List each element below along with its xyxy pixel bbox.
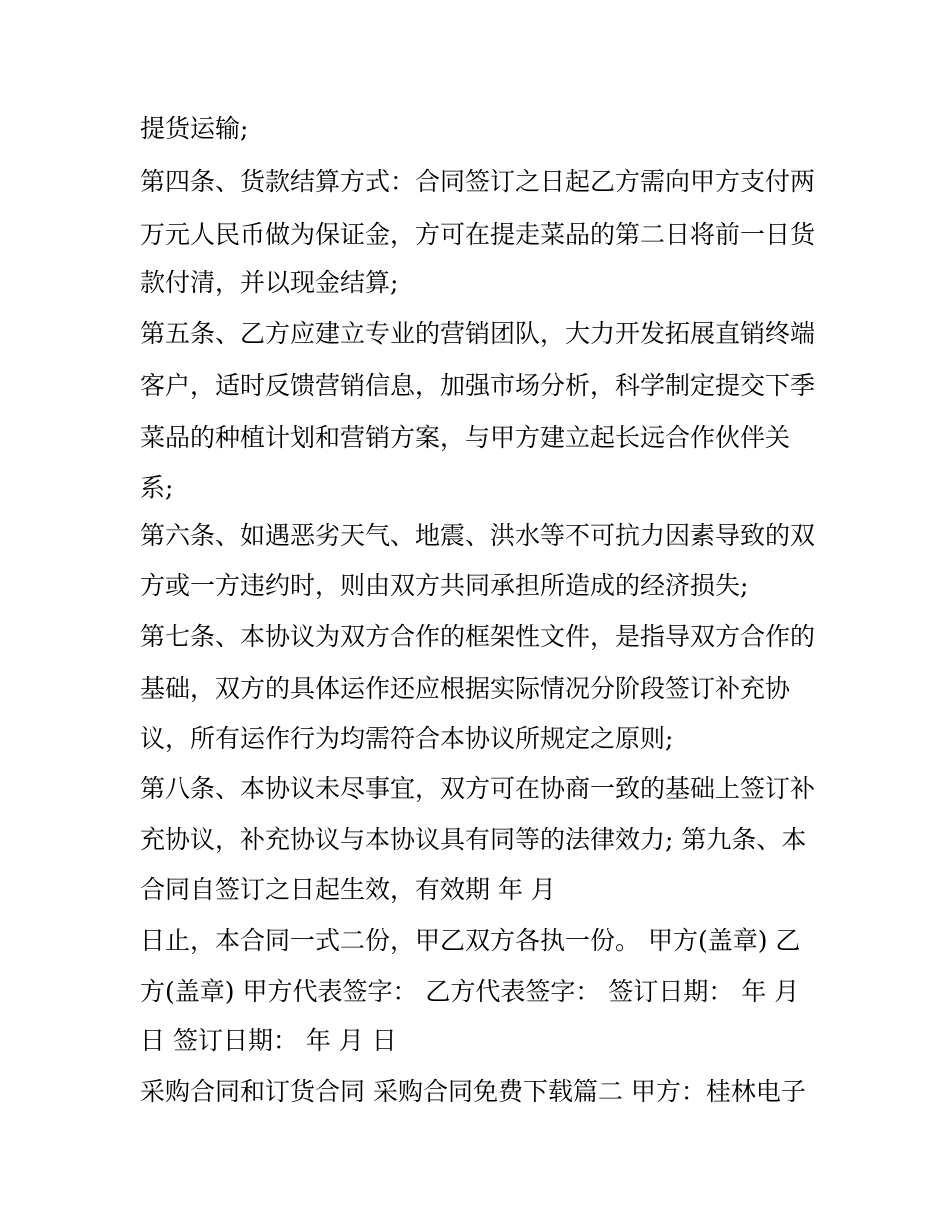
text-line: 充协议，补充协议与本协议具有同等的法律效力; 第九条、本: [140, 825, 807, 854]
text-line: 方或一方违约时，则由双方共同承担所造成的经济损失;: [140, 571, 749, 600]
text-line: 第八条、本协议未尽事宜，双方可在协商一致的基础上签订补: [140, 774, 816, 803]
text-line: 客户，适时反馈营销信息，加强市场分析，科学制定提交下季: [140, 371, 816, 400]
text-line: 菜品的种植计划和营销方案，与甲方建立起长远合作伙伴关: [140, 423, 791, 452]
text-line: 款付清，并以现金结算;: [140, 268, 399, 297]
text-line: 基础，双方的具体运作还应根据实际情况分阶段签订补充协: [140, 674, 791, 703]
text-line: 第七条、本协议为双方合作的框架性文件，是指导双方合作的: [140, 622, 816, 651]
text-line: 日止，本合同一式二份，甲乙双方各执一份。 甲方(盖章) 乙: [140, 926, 801, 955]
text-line: 合同自签订之日起生效，有效期 年 月: [140, 875, 556, 904]
text-line: 议，所有运作行为均需符合本协议所规定之原则;: [140, 724, 674, 753]
text-line: 第六条、如遇恶劣天气、地震、洪水等不可抗力因素导致的双: [140, 521, 816, 550]
text-line: 方(盖章) 甲方代表签字： 乙方代表签字： 签订日期： 年 月: [140, 977, 800, 1006]
text-line: 第四条、货款结算方式：合同签订之日起乙方需向甲方支付两: [140, 167, 816, 196]
text-line: 提货运输;: [140, 114, 249, 143]
text-line: 采购合同和订货合同 采购合同免费下载篇二 甲方：桂林电子: [140, 1077, 806, 1106]
text-line: 日 签订日期： 年 月 日: [140, 1026, 397, 1055]
text-line: 万元人民币做为保证金，方可在提走菜品的第二日将前一日货: [140, 220, 816, 249]
text-line: 系;: [140, 473, 174, 502]
text-line: 第五条、乙方应建立专业的营销团队，大力开发拓展直销终端: [140, 319, 816, 348]
